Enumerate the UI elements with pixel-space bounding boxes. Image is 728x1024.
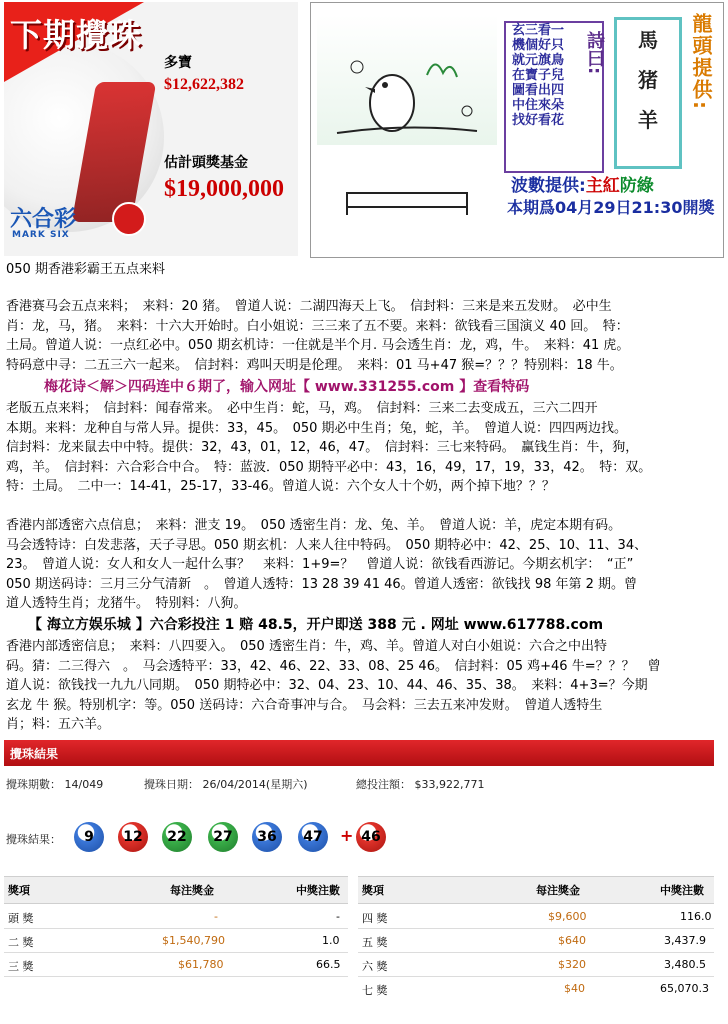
col-prize: 獎項 <box>8 884 30 897</box>
paragraph-2 <box>6 399 718 497</box>
result-ball: 12 <box>118 822 148 852</box>
red-ball-icon <box>112 202 146 236</box>
draw-number <box>6 776 103 792</box>
text-line: 码。猜：二三得六 。 马会透特平：33，42、46、22、33、08、25 46。 信封料：05 鸡+46 牛=？？？ 曾 <box>6 658 661 674</box>
poem-label: 詩曰: <box>584 31 605 75</box>
result-ball: 27 <box>208 822 238 852</box>
prize-name: 五 獎 <box>362 936 388 949</box>
draw-number-label: 攪珠期數： <box>6 778 61 791</box>
text-line: 信封料：龙来鼠去中中特。提供：32，43，01，12，46，47。 信封料：三七来特码。 赢钱生肖：牛，狗， <box>6 440 639 456</box>
results-header-title: 攪珠結果 <box>10 747 59 761</box>
row-divider <box>4 928 348 929</box>
text-line: 马会透特诗：白发悲落，天子寻思。050 期玄机：人来人往中特码。 050 期特必中：42、25、10、11、34、 <box>6 537 648 553</box>
draw-time: 本期爲04月29日21:30開獎 <box>507 198 715 217</box>
banner-title: 下期攪珠 <box>10 16 143 54</box>
poem-line: 玄三看一 <box>512 23 565 38</box>
text-line: 道人透特生肖；龙猪牛。 特别料：八狗。 <box>6 596 247 612</box>
prize-amount: - <box>214 910 218 923</box>
poem-line: 找好看花 <box>512 113 565 128</box>
mark-six-banner <box>4 2 298 256</box>
prize-name: 三 獎 <box>8 960 34 973</box>
poem-line: 機個好只 <box>512 38 565 53</box>
row-divider <box>358 952 714 953</box>
plus-icon: + <box>340 826 354 845</box>
poem-line: 中住來朵 <box>512 98 565 113</box>
row-divider <box>358 976 714 977</box>
wave-colors-line <box>511 171 654 196</box>
poem-panel <box>310 2 724 258</box>
mark-six-logo: 六合彩 <box>10 207 77 232</box>
text-line: 肖；料：五六羊。 <box>6 717 111 733</box>
prize-name: 六 獎 <box>362 960 388 973</box>
promo-link-617788[interactable]: 【 海立方娱乐城 】六合彩投注 1 赔 48.5，开户即送 388 元 . 网址 www.617788.com <box>28 617 604 633</box>
turnover-label: 總投注額： <box>356 778 411 791</box>
first-prize-fund-label: 估計頭獎基金 <box>164 154 248 170</box>
text-line: 香港赛马会五点来料； 来料：20 猪。 曾道人说：二湖四海天上飞。 信封料：三来是来五发财。 必中生 <box>6 299 612 314</box>
prize-amount: $9,600 <box>548 910 587 923</box>
prize-name: 二 獎 <box>8 936 34 949</box>
text-line: 23。 曾道人说：女人和女人一起什么事？ 来料：1+9=？ 曾道人说：欲钱看西游记。今期玄机字： “正” <box>6 557 634 573</box>
draw-date <box>144 776 307 792</box>
prize-amount: $1,540,790 <box>162 934 225 947</box>
zodiac-animal: 猪 <box>638 68 658 92</box>
result-ball: 9 <box>74 822 104 852</box>
prize-winners: 3,437.9 <box>664 934 706 947</box>
prize-winners: 116.0 <box>680 910 712 923</box>
supplier-label: 龍頭提供: <box>689 13 713 111</box>
prize-winners: - <box>336 910 340 923</box>
prize-name: 七 獎 <box>362 984 388 997</box>
text-line: 特码意中寻：二五三六一起来。 信封料：鸡叫天明是伦理。 来料：01 马+47 猴=？？？特别料：18 牛。 <box>6 357 623 373</box>
col-winners: 中獎注數 <box>296 884 340 897</box>
mark-six-logo-sub: MARK SIX <box>12 230 70 240</box>
text-line: 肖：龙，马，猪。 来料：十六大开始时。白小姐说：三三来了五不要。来料：欲钱看三国演义 40 回。 特： <box>6 318 629 334</box>
prize-winners: 66.5 <box>316 958 341 971</box>
zodiac-animal: 羊 <box>638 108 658 132</box>
text-line: 老版五点来料； 信封料：闻春常来。 必中生肖：蛇，马，鸡。 信封料：三来二去变成五，三六二四开 <box>6 401 598 416</box>
text-line: 玄龙 牛 猴。特别机字：等。050 送码诗：六合奇事冲与合。 马会料：三去五来冲发财。 曾道人透特生 <box>6 697 603 713</box>
paragraph-1 <box>6 297 718 375</box>
zodiac-animal: 馬 <box>638 28 658 52</box>
col-winners: 中獎注數 <box>660 884 704 897</box>
prize-winners: 65,070.3 <box>660 982 709 995</box>
bird-illustration <box>317 15 497 145</box>
first-prize-fund-value: $19,000,000 <box>164 176 284 202</box>
poem-line: 在寶子兒 <box>512 68 565 83</box>
prize-winners: 3,480.5 <box>664 958 706 971</box>
prize-name: 四 獎 <box>362 912 388 925</box>
text-line: 香港内部透密信息； 来料：八四要入。 050 透密生肖：牛，鸡、羊。曾道人对白小姐说：六合之中出特 <box>6 639 607 654</box>
draw-date-label: 攪珠日期： <box>144 778 199 791</box>
wave-guard-green: 防綠 <box>619 176 654 196</box>
col-amount: 每注獎金 <box>536 884 580 897</box>
text-line: 香港内部透密六点信息； 来料：泄支 19。 050 透密生肖：龙、兔、羊。 曾道人说：羊，虎定本期有码。 <box>6 518 622 533</box>
col-prize: 獎項 <box>362 884 384 897</box>
text-line: 土局。曾道人说：一点红必中。050 期玄机诗：一住就是半个月. 马会透生肖：龙，鸡，牛。 来料：41 虎。 <box>6 338 630 354</box>
wave-label: 波數提供: <box>511 176 586 196</box>
row-divider <box>358 928 714 929</box>
row-divider <box>4 952 348 953</box>
article-heading: 050 期香港彩霸王五点来料 <box>6 262 165 277</box>
text-line: 本期。来料：龙种自与常人异。提供：33，45。 050 期必中生肖；兔，蛇，羊。 曾道人说：四四两边找。 <box>6 420 628 436</box>
text-line: 050 期送码诗：三月三分气清新 。 曾道人透特：13 28 39 41 46。曾道人透密：欲钱找 98 年第 2 期。曾 <box>6 576 638 592</box>
poem-line: 圖看出四 <box>512 83 565 98</box>
draw-date-value: 26/04/2014(星期六) <box>202 778 308 791</box>
prize-winners: 1.0 <box>322 934 340 947</box>
draw-result-label: 攪珠結果： <box>6 833 61 846</box>
prize-amount: $640 <box>558 934 586 947</box>
paragraph-4 <box>6 637 718 735</box>
col-amount: 每注獎金 <box>170 884 214 897</box>
row-divider <box>4 976 348 977</box>
prize-name: 頭 獎 <box>8 912 34 925</box>
draw-number-value: 14/049 <box>64 778 104 791</box>
special-ball: 46 <box>356 822 386 852</box>
text-line: 特：土局。 二中一：14-41，25-17，33-46。曾道人说：六个女人十个奶，两个掉下地？？？ <box>6 479 555 495</box>
result-ball: 22 <box>162 822 192 852</box>
results-header-bar <box>4 740 714 766</box>
jackpot-value: $12,622,382 <box>164 76 244 93</box>
prize-amount: $320 <box>558 958 586 971</box>
promo-link-331255[interactable]: 梅花诗＜解＞四码连中６期了，输入网址【 www.331255.com 】查看特码 <box>44 379 530 395</box>
result-ball: 47 <box>298 822 328 852</box>
bird-drawing-icon <box>317 15 497 215</box>
paragraph-3 <box>6 516 718 614</box>
turnover-value: $33,922,771 <box>414 778 485 791</box>
text-line: 鸡，羊。 信封料：六合彩合中合。 特：蓝波．050 期特平必中：43，16，49，17，19，33，42。 特：双。 <box>6 459 652 475</box>
wave-main-red: 主紅 <box>585 176 620 196</box>
result-ball: 36 <box>252 822 282 852</box>
prize-amount: $40 <box>564 982 585 995</box>
total-turnover <box>356 776 484 792</box>
jackpot-label: 多寶 <box>164 54 192 70</box>
zodiac-animals-box <box>614 17 682 169</box>
poem-line: 就元旗鳥 <box>512 53 565 68</box>
text-line: 道人说：欲钱找一九九八同期。 050 期特必中：32、04、23、10、44、46、35、38。 来料：4+3=？今期 <box>6 678 648 694</box>
prize-amount: $61,780 <box>178 958 224 971</box>
